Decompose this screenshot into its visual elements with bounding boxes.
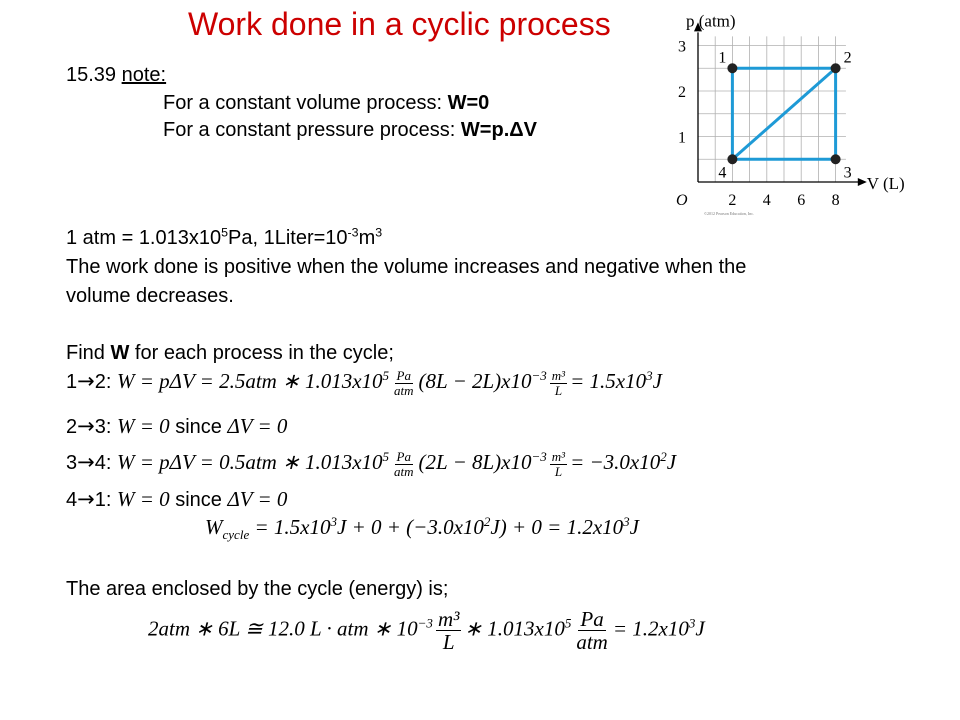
area-equation bbox=[148, 608, 705, 653]
x-tick-label: 6 bbox=[797, 192, 806, 209]
eq-part: J bbox=[666, 450, 677, 474]
cycle-sub: cycle bbox=[222, 527, 250, 543]
unit-liter-exp: -3 bbox=[347, 225, 359, 240]
x-tick-label: 8 bbox=[831, 192, 840, 209]
process-4-1: 4→1: W = 0 since ΔV = 0 bbox=[66, 487, 288, 511]
eq-part: ΔV = 0 bbox=[227, 487, 288, 511]
eq-exp: −3 bbox=[531, 449, 547, 464]
find-instruction bbox=[66, 342, 394, 365]
process-to: 3 bbox=[94, 416, 106, 438]
fraction: $\frac{Pa}{\text{atm}}$ bbox=[576, 607, 608, 655]
fraction: $\frac{\text{m³}}{L}$ bbox=[437, 607, 460, 655]
note-line-2-bold: W=p.ΔV bbox=[460, 119, 537, 141]
x-axis-label: V (L) bbox=[866, 174, 905, 193]
arrow-icon: → bbox=[77, 450, 95, 474]
state-point-label: 1 bbox=[718, 49, 727, 67]
eq-exp: 5 bbox=[382, 449, 390, 464]
sign-rule-line-1: The work done is positive when the volume increases and negative when the bbox=[66, 256, 747, 278]
eq-part: J bbox=[695, 616, 705, 641]
process-1-2: 1→2: W = pΔV = 2.5atm ∗ $1.013x10^5$ $\frac{Pa}{\text{atm}}$ $(8L - 2L)x10^{-3}$ $\frac{\text{m³}}{L}$ = $1.5x10^3J$ bbox=[66, 368, 662, 398]
process-to: 4 bbox=[94, 452, 106, 474]
eq-exp: 3 bbox=[646, 368, 653, 383]
x-tick-label: 2 bbox=[728, 192, 737, 209]
eq-part: J bbox=[652, 369, 662, 393]
note-label: note: bbox=[121, 64, 167, 86]
find-bold: W bbox=[110, 342, 130, 364]
eq-part: = 1.5x10 bbox=[249, 515, 331, 539]
x-tick-label: 4 bbox=[762, 192, 771, 209]
cycle-lhs: W bbox=[205, 515, 223, 539]
pv-diagram bbox=[668, 0, 960, 220]
y-axis-label: p (atm) bbox=[686, 11, 736, 31]
x-tick-label: O bbox=[676, 192, 688, 209]
note-line-1-bold: W=0 bbox=[447, 92, 490, 114]
eq-part: W = pΔV = 0.5atm ∗ 1.013x10 bbox=[116, 450, 383, 474]
state-point-4 bbox=[727, 154, 737, 164]
find-prefix: Find bbox=[66, 342, 111, 364]
eq-exp: −3 bbox=[531, 368, 547, 383]
arrow-icon: → bbox=[77, 487, 95, 511]
eq-exp: 2 bbox=[483, 514, 491, 529]
eq-exp: 5 bbox=[564, 615, 572, 631]
area-statement: The area enclosed by the cycle (energy) is; bbox=[66, 578, 449, 600]
process-from: 4 bbox=[66, 489, 78, 511]
copyright-text: ©2012 Pearson Education, Inc. bbox=[704, 211, 755, 216]
eq-exp: 3 bbox=[688, 615, 696, 631]
find-suffix: for each process in the cycle; bbox=[129, 342, 394, 364]
eq-part: (8L − 2L)x10 bbox=[418, 369, 532, 393]
since-text: since bbox=[169, 489, 228, 511]
note-heading bbox=[66, 64, 166, 87]
note-line-1 bbox=[163, 92, 489, 115]
y-tick-label: 1 bbox=[678, 129, 686, 147]
sign-rule-line-2: volume decreases. bbox=[66, 285, 234, 307]
process-to: 2 bbox=[94, 371, 106, 393]
process-2-3: 2→3: W = 0 since ΔV = 0 bbox=[66, 414, 288, 438]
y-tick-label: 2 bbox=[678, 84, 686, 101]
cycle-total bbox=[205, 514, 639, 543]
eq-part: 2atm ∗ 6L ≅ 12.0 L · atm ∗ 10 bbox=[148, 616, 418, 641]
eq-part: = −3.0x10 bbox=[570, 450, 661, 474]
process-from: 2 bbox=[66, 416, 78, 438]
state-point-3 bbox=[831, 154, 841, 164]
state-point-1 bbox=[727, 63, 737, 73]
state-point-2 bbox=[831, 63, 841, 73]
eq-part: W = pΔV = 2.5atm ∗ 1.013x10 bbox=[116, 369, 383, 393]
unit-conversions bbox=[66, 227, 382, 250]
unit-liter: Pa, 1Liter=10 bbox=[228, 227, 348, 249]
eq-exp: 5 bbox=[382, 368, 390, 383]
arrow-icon: → bbox=[77, 414, 95, 438]
state-point-label: 2 bbox=[843, 49, 852, 67]
unit-atm: 1 atm = 1.013x10 bbox=[66, 227, 222, 249]
eq-part: W = 0 bbox=[116, 487, 170, 511]
note-ref: 15.39 bbox=[66, 64, 117, 86]
eq-part: J bbox=[629, 515, 639, 539]
x-axis-arrow-icon bbox=[858, 178, 867, 186]
eq-exp: 3 bbox=[330, 514, 337, 529]
process-to: 1 bbox=[94, 489, 106, 511]
since-text: since bbox=[169, 416, 228, 438]
fraction: $\frac{Pa}{\text{atm}}$ bbox=[394, 368, 414, 398]
eq-part: ∗ 1.013x10 bbox=[464, 616, 565, 641]
unit-m: m bbox=[358, 227, 376, 249]
note-line-1-text: For a constant volume process: bbox=[163, 92, 448, 114]
fraction: $\frac{\text{m³}}{L}$ bbox=[551, 449, 566, 479]
eq-exp: 3 bbox=[623, 514, 630, 529]
process-from: 3 bbox=[66, 452, 78, 474]
unit-m-exp: 3 bbox=[375, 225, 383, 240]
eq-part: = 1.2x10 bbox=[612, 616, 689, 641]
unit-atm-exp: 5 bbox=[221, 225, 229, 240]
arrow-icon: → bbox=[77, 369, 95, 393]
y-tick-label: 3 bbox=[678, 38, 686, 56]
eq-part: J) + 0 = 1.2x10 bbox=[490, 515, 624, 539]
eq-exp: 2 bbox=[660, 449, 667, 464]
eq-exp: −3 bbox=[417, 615, 433, 631]
state-point-label: 4 bbox=[718, 164, 727, 182]
eq-part: (2L − 8L)x10 bbox=[418, 450, 532, 474]
eq-part: J + 0 + (−3.0x10 bbox=[337, 515, 484, 539]
state-point-label: 3 bbox=[843, 164, 852, 182]
eq-part: = 1.5x10 bbox=[570, 369, 647, 393]
note-line-2-text: For a constant pressure process: bbox=[163, 119, 461, 141]
eq-part: ΔV = 0 bbox=[227, 414, 288, 438]
fraction: $\frac{Pa}{\text{atm}}$ bbox=[394, 449, 414, 479]
fraction: $\frac{\text{m³}}{L}$ bbox=[551, 368, 566, 398]
note-line-2 bbox=[163, 119, 537, 142]
process-from: 1 bbox=[66, 371, 78, 393]
slide-title: Work done in a cyclic process bbox=[188, 6, 611, 42]
process-3-4: 3→4: W = pΔV = 0.5atm ∗ $1.013x10^5$ $\frac{Pa}{\text{atm}}$ $(2L - 8L)x10^{-3}$ $\frac{\text{m³}}{L}$ = $-3.0x10^2J$ bbox=[66, 449, 677, 479]
eq-part: W = 0 bbox=[116, 414, 170, 438]
